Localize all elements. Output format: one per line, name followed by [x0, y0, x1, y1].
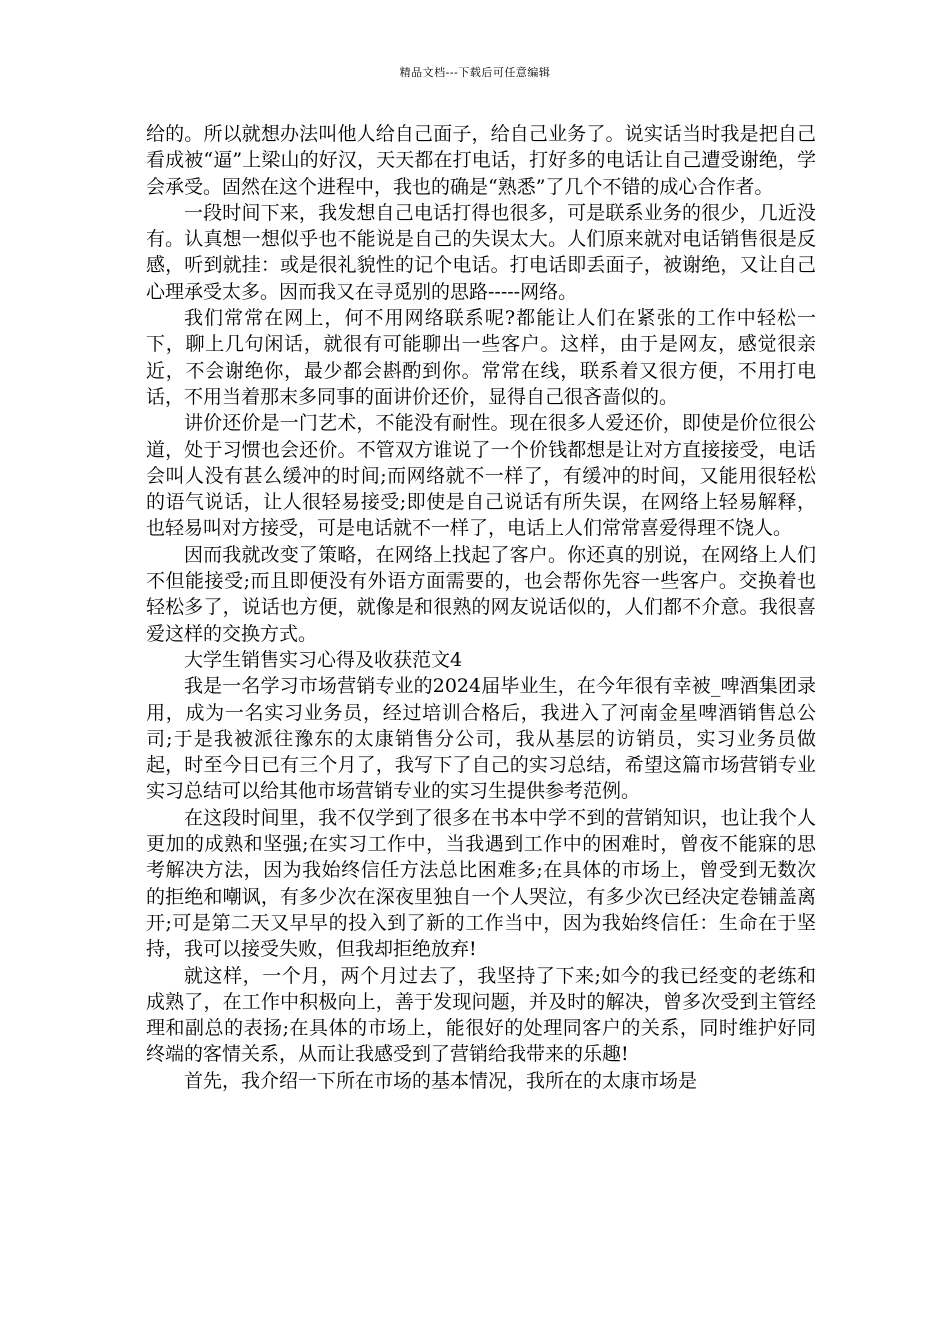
paragraph-6: 我是一名学习市场营销专业的2024届毕业生，在今年很有幸被_啤酒集团录用，成为一名实习业务员，经过培训合格后，我进入了河南金星啤酒销售总公司;于是我被派往豫东的太康销售分公司，我从基层的访销员，实习业务员做起，时至今日已有三个月了，我写下了自己的实习总结，希望这篇市场营销专业实习总结可以给其他市场营销专业的实习生提供参考范例。 [146, 675, 816, 803]
section-heading: 大学生销售实习心得及收获范文4 [184, 648, 463, 671]
paragraph-5: 因而我就改变了策略，在网络上找起了客户。你还真的别说，在网络上人们不但能接受;而且即便没有外语方面需要的，也会帮你先容一些客户。交换着也轻松多了，说话也方便，就像是和很熟的网友说话似的，人们都不介意。我很喜爱这样的交换方式。 [146, 543, 816, 645]
paragraph-2: 一段时间下来，我发想自己电话打得也很多，可是联系业务的很少，几近没有。认真想一想似乎也不能说是自己的失误太大。人们原来就对电话销售很是反感，听到就挂：或是很礼貌性的记个电话。打电话即丢面子，被谢绝，又让自己心理承受太多。因而我又在寻觅别的思路-----网络。 [146, 201, 816, 303]
paragraph-7: 在这段时间里，我不仅学到了很多在书本中学不到的营销知识，也让我个人更加的成熟和坚强;在实习工作中，当我遇到工作中的困难时，曾夜不能寐的思考解决方法，因为我始终信任方法总比困难多;在具体的市场上，曾受到无数次的拒绝和嘲讽，有多少次在深夜里独自一个人哭泣，有多少次已经决定卷铺盖离开;可是第二天又早早的投入到了新的工作当中，因为我始终信任：生命在于坚持，我可以接受失败，但我却拒绝放弃! [146, 806, 816, 961]
paragraph-9: 首先，我介绍一下所在市场的基本情况，我所在的太康市场是 [184, 1069, 698, 1092]
page-header: 精品文档---下载后可任意编辑 [399, 66, 551, 79]
paragraph-4: 讲价还价是一门艺术，不能没有耐性。现在很多人爱还价，即使是价位很公道，处于习惯也会还价。不管双方谁说了一个价钱都想是让对方直接接受，电话会叫人没有甚么缓冲的时间;而网络就不一样了，有缓冲的时间，又能用很轻松的语气说话，让人很轻易接受;即使是自己说话有所失误，在网络上轻易解释，也轻易叫对方接受，可是电话就不一样了，电话上人们常常喜爱得理不饶人。 [146, 412, 816, 540]
paragraph-3: 我们常常在网上，何不用网络联系呢?都能让人们在紧张的工作中轻松一下，聊上几句闲话，就很有可能聊出一些客户。这样，由于是网友，感觉很亲近，不会谢绝你，最少都会斟酌到你。常常在线，联系着又很方便，不用打电话，不用当着那末多同事的面讲价还价，显得自己很吝啬似的。 [146, 307, 816, 408]
paragraph-1: 给的。所以就想办法叫他人给自己面子，给自己业务了。说实话当时我是把自己看成被“逼”上梁山的好汉，天天都在打电话，打好多的电话让自己遭受谢绝，学会承受。固然在这个进程中，我也的确是“熟悉”了几个不错的成心合作者。 [146, 123, 816, 198]
document-body [146, 121, 816, 1094]
paragraph-8: 就这样，一个月，两个月过去了，我坚持了下来;如今的我已经变的老练和成熟了，在工作中积极向上，善于发现问题，并及时的解决，曾多次受到主管经理和副总的表扬;在具体的市场上，能很好的处理同客户的关系，同时维护好同终端的客情关系，从而让我感受到了营销给我带来的乐趣! [146, 964, 816, 1066]
